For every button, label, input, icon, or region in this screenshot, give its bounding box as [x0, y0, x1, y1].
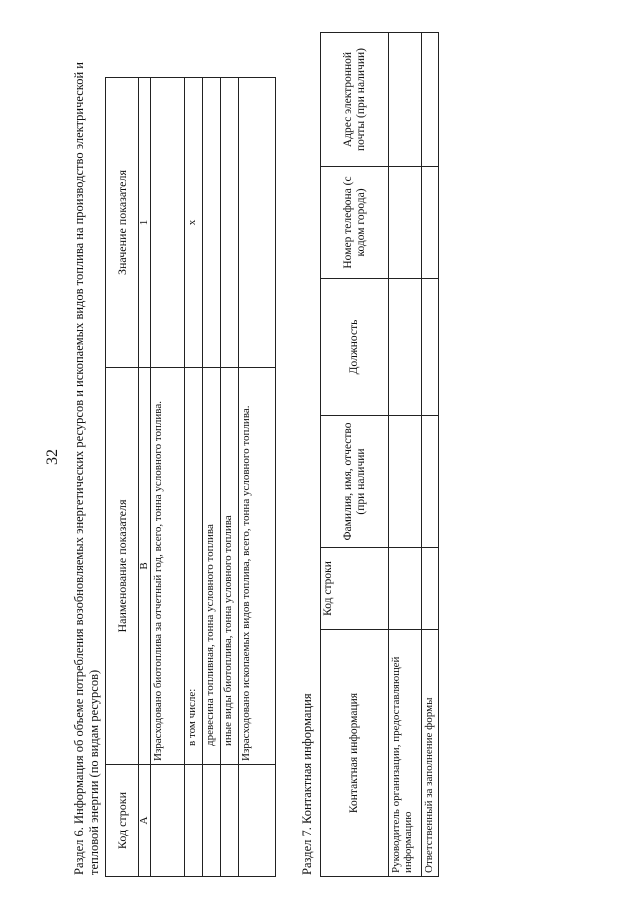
header-name: Наименование показателя: [106, 368, 139, 765]
section7-table: [320, 32, 439, 877]
table-row: [151, 78, 185, 877]
section6-title: Раздел 6. Информация об объеме потребления возобновляемых энергетических ресурсов и ископаемых видов топлива на производство электрической и тепловой энергии (по видам ресурсов): [72, 62, 101, 875]
header-phone: Номер телефона (с кодом города): [321, 167, 389, 279]
row-value: [151, 78, 185, 368]
row-contact: Руководитель организации, предоставляющей информацию: [389, 630, 422, 877]
row-name: Израсходовано биотоплива за отчетный год, всего, тонна условного топлива.: [151, 368, 185, 765]
row-name: в том числе:: [185, 368, 203, 765]
table-row: [221, 78, 239, 877]
row-contact: Ответственный за заполнение формы: [422, 630, 439, 877]
row-value: [203, 78, 221, 368]
row-cell: [422, 416, 439, 548]
row-cell: [389, 279, 422, 416]
row-cell: [422, 548, 439, 630]
row-cell: [389, 548, 422, 630]
table-row: [203, 78, 221, 877]
page-number: 32: [44, 449, 61, 465]
row-cell: [422, 33, 439, 167]
col-label-value: 1: [139, 78, 151, 368]
row-value: [221, 78, 239, 368]
row-code: [221, 765, 239, 877]
table-row: [239, 78, 276, 877]
row-cell: [389, 167, 422, 279]
header-code: Код строки: [106, 765, 139, 877]
header-value: Значение показателя: [106, 78, 139, 368]
row-code: [151, 765, 185, 877]
section7-title: Раздел 7. Контактная информация: [300, 693, 314, 875]
row-code: [185, 765, 203, 877]
row-name: Израсходовано ископаемых видов топлива, всего, тонна условного топлива.: [239, 368, 276, 765]
row-code: [203, 765, 221, 877]
header-position: Должность: [321, 279, 389, 416]
col-label-name: В: [139, 368, 151, 765]
row-cell: [422, 279, 439, 416]
row-code: [239, 765, 276, 877]
row-value: x: [185, 78, 203, 368]
row-value: [239, 78, 276, 368]
col-label-code: А: [139, 765, 151, 877]
section6-table: [105, 77, 276, 877]
row-name: древесина топливная, тонна условного топлива: [203, 368, 221, 765]
table-row: [185, 78, 203, 877]
table-header-row: [106, 78, 139, 877]
table-header-row: [321, 33, 389, 877]
row-cell: [389, 33, 422, 167]
header-fio: Фамилия, имя, отчество (при наличии: [321, 416, 389, 548]
row-cell: [422, 167, 439, 279]
table-row: [422, 33, 439, 877]
table-row: [389, 33, 422, 877]
header-contact: Контактная информация: [321, 630, 389, 877]
header-email: Адрес электронной почты (при наличии): [321, 33, 389, 167]
column-labels-row: [139, 78, 151, 877]
row-cell: [389, 416, 422, 548]
row-name: иные виды биотоплива, тонна условного топлива: [221, 368, 239, 765]
header-code: Код строки: [321, 548, 389, 630]
